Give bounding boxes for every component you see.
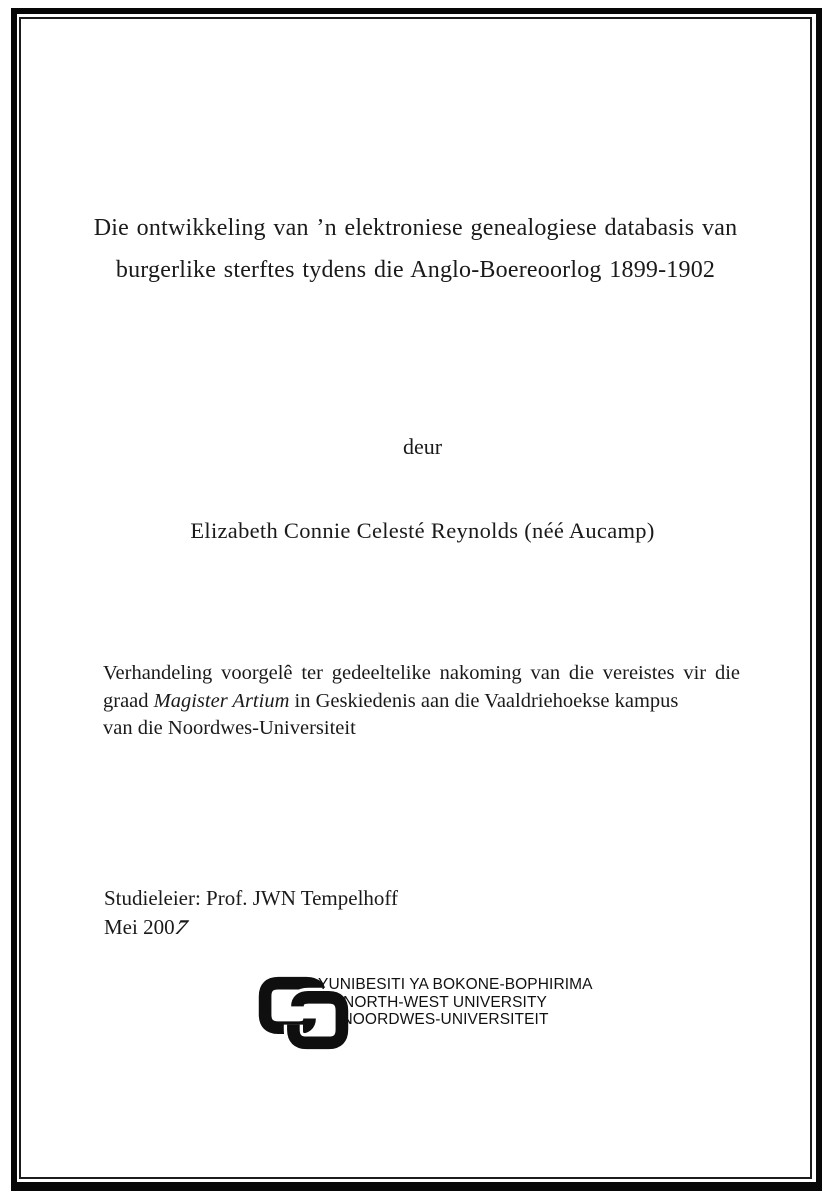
byline-preposition: deur [402, 434, 443, 459]
university-logo [256, 971, 593, 1055]
logo-line-english: NORTH-WEST UNIVERSITY [343, 993, 547, 1011]
logo-line-afrikaans: NOORDWES-UNIVERSITEIT [341, 1011, 549, 1028]
degree-name: Magister Artium [153, 689, 290, 712]
submission-line1: Verhandeling voorgelê ter gedeeltelike nakoming van die vereistes vir die [103, 662, 740, 684]
thesis-title [70, 207, 761, 291]
supervisor-line: Studieleier: Prof. JWN Tempelhoff [104, 886, 399, 910]
supervisor-and-date [104, 884, 398, 942]
date-last-digit: 7 [170, 915, 192, 939]
submission-line2-prefix: graad [103, 689, 154, 712]
date-prefix: Mei 200 [104, 915, 175, 939]
submission-statement [103, 660, 740, 743]
submission-line2 [103, 688, 740, 716]
date-line [104, 913, 398, 942]
thesis-title-line1: Die ontwikkeling van ’n elektroniese genealogiese databasis van [93, 215, 738, 241]
submission-line3: van die Noordwes-Universiteit [103, 717, 356, 739]
university-logo-wordmark [318, 976, 593, 1029]
thesis-title-line2: burgerlike sterftes tydens die Anglo-Boereoorlog 1899-1902 [115, 257, 716, 283]
logo-line-setswana: YUNIBESITI YA BOKONE-BOPHIRIMA [318, 976, 593, 993]
author-name: Elizabeth Connie Celesté Reynolds (néé Aucamp) [190, 518, 655, 543]
submission-line2-suffix: in Geskiedenis aan die Vaaldriehoekse kampus [289, 689, 679, 712]
